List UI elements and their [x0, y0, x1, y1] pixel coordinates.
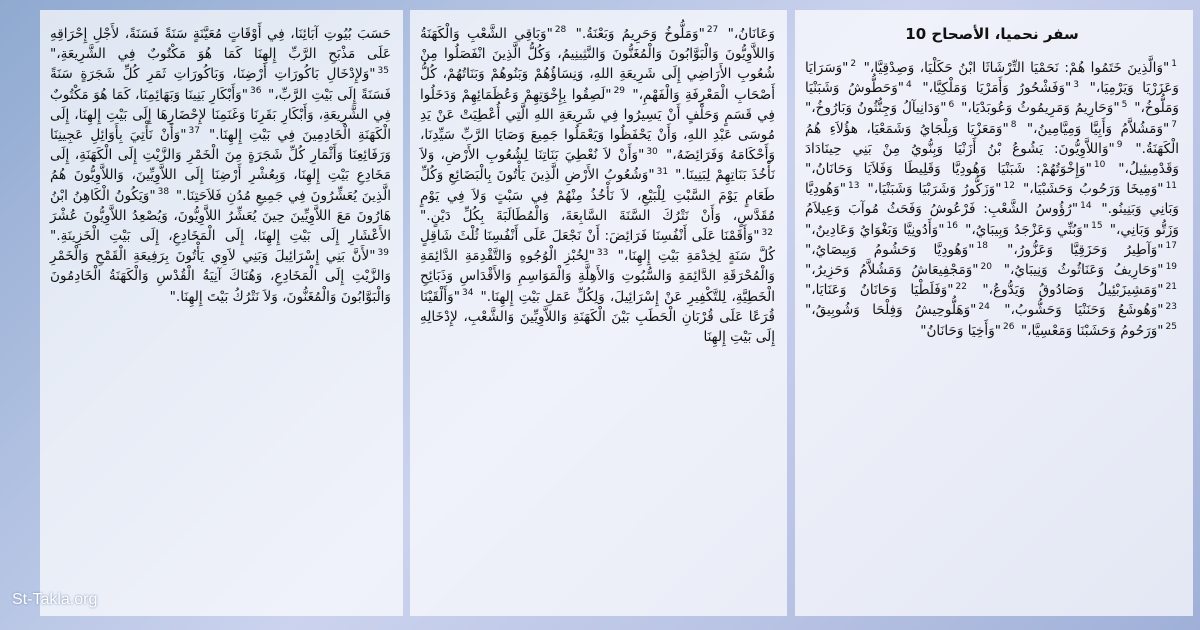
verse-text: "وَأَخِيَا وَحَانَانُ" [920, 322, 1002, 339]
verse-text: حَسَبَ بُيُوتِ آبَائِنَا، فِي أَوْقَاتٍ مُعَيَّنَةٍ سَنَةً فَسَنَةً، لأَجْلِ إِحْرَاقِهِ عَلَى مَذْبَحِ الرَّبِّ إِلهِنَا كَمَا هُوَ مَكْتُوبٌ فِي الشَّرِيعَةِ،" [50, 26, 391, 63]
verse-number: 13 [848, 180, 860, 191]
verse-number: 32 [761, 227, 773, 238]
verse-number: 34 [461, 288, 474, 299]
verse-text: "وَأَقَمْنَا عَلَى أَنْفُسِنَا فَرَائِضَ: أَنْ نَجْعَلَ عَلَى أَنْفُسِنَا ثُلْثَ شَاقِلٍ كُلَّ سَنَةٍ لِخِدْمَةِ بَيْتِ إِلهِنَا،" [420, 228, 775, 265]
verse-text: "وَمَشُلاَّمُ وَأَبِيَّا وَمِيَّامِينُ،" [1026, 120, 1170, 137]
verse-text: "لأَنَّ بَنِي إِسْرَائِيلَ وَبَنِي لاَوِي يَأْتُونَ بِرَفِيعَةِ الْقَمْحِ وَالْخَمْرِ وَالزَّيْتِ إِلَى الْمَخَادِعِ، وَهُنَاكَ آنِيَةُ الْقُدْسِ وَالْكَهَنَةُ الْخَادِمُونَ وَالْبَوَّابُونَ وَالْمُغَنُّونَ، وَلاَ نَتْرُكُ بَيْتَ إِلهِنَا." [50, 248, 391, 305]
verse-number: 27 [706, 25, 719, 36]
verse-text: "وَمَجْفِيعَاشُ وَمَشُلاَّمُ وَحَزِيرُ،" [805, 262, 979, 279]
verse-number: 25 [1165, 322, 1177, 333]
verse-text: "وَأَنْ نَأْتِيَ بِأَوَائِلِ عَجِينِنَا وَرَفَائِعِنَا وَأَثْمَارِ كُلِّ شَجَرَةٍ مِنَ الْخَمْرِ وَالزَّيْتِ إِلَى الْكَهَنَةِ، إِلَى مَخَادِعِ بَيْتِ إِلهِنَا، وَبِعُشْرِ أَرْضِنَا إِلَى اللاَّوِيِّينَ، وَاللاَّوِيُّونَ هُمُ الَّذِينَ يُعَشِّرُونَ فِي جَمِيعِ مُدُنِ فَلاَحَتِنَا." [50, 127, 391, 204]
verse-text: "وَرَحُومُ وَحَشَبْنَا وَمَعْسِيَّا،" [1020, 322, 1164, 339]
verse-number: 1 [1171, 59, 1177, 70]
verse-text: "وَحَارِيمُ وَمَرِيمُوثُ وَعُوبَدْيَا،" [961, 100, 1120, 117]
verse-text: "وَهَلُّوحِيشُ وَفِلْحَا وَشُوبِيقُ،" [805, 302, 977, 319]
verse-text: "وَإِخْوَتُهُمْ: شَبَنْيَا وَهُودِيَّا وَقَلِيطَا وَفَلاَيَا وَحَانَانُ،" [805, 161, 1092, 178]
verse-text: "وَشُعُوبُ الأَرْضِ الَّذِينَ يَأْتُونَ بِالْبَضَائِعِ وَكُلِّ طَعَامٍ يَوْمَ السَّبْتِ لِلْبَيْعِ، لاَ نَأْخُذُ مِنْهُمْ فِي سَبْتٍ وَلاَ فِي يَوْمٍ مُقَدَّسٍ، وَأَنْ نَتْرُكَ السَّنَةَ السَّابِعَةَ، وَالْمُطَالَبَةَ بِكُلِّ دَيْنٍ." [420, 167, 775, 224]
verse-number: 11 [1165, 180, 1178, 191]
column-left [40, 10, 403, 616]
verse-text: "وَبُنِّي وَعَزْجَدُ وَبِيبَايُ،" [965, 221, 1090, 238]
verse-number: 12 [1003, 180, 1015, 191]
verse-number: 6 [948, 99, 955, 110]
site-watermark: St-Takla.org [12, 591, 98, 608]
verse-text: "وَاللاَّوِيُّونَ: يَشُوعُ بْنُ أَزَنْيَا وَبِنُّويُ مِنْ بَنِي حِينَادَادَ وَقَدْمِيئِيلُ،" [805, 140, 1180, 178]
verse-text: "وَبَاقِي الشَّعْبِ وَالْكَهَنَةُ وَاللاَّوِيُّونَ وَالْبَوَّابُونَ وَالْمُغَنُّونَ وَالنَّثِينِيمُ، وَكُلُّ الَّذِينَ انْفَصَلُوا مِنْ شُعُوبِ الأَرَاضِي إِلَى شَرِيعَةِ اللهِ، وَنِسَاؤُهُمْ وَبَنُوهُمْ وَبَنَاتُهُمْ، كُلُّ أَصْحَابِ الْمَعْرِفَةِ وَالْفَهْمِ،" [420, 26, 775, 103]
column-right [795, 10, 1193, 616]
verse-number: 20 [980, 261, 992, 272]
verse-list [50, 24, 391, 307]
verse-number: 31 [656, 166, 669, 177]
verse-number: 16 [946, 221, 958, 232]
verse-number: 8 [1010, 120, 1017, 131]
verse-text: "رُؤُوسُ الشَّعْبِ: فَرْعُوشُ وَفَحَثُ مُوآبَ وَعِيلاَمُ وَزَتُّو وَبَانِي،" [805, 201, 1179, 238]
verse-text: "وَمَشِيزَبْئِيلُ وَصَادُوقُ وَيَدُّوعُ،" [982, 282, 1164, 299]
chapter-title: سفر نحميا، الأصحاح 10 [905, 25, 1079, 43]
verse-text: "وَسَرَايَا وَعَزَرْيَا وَيَرْمِيَا،" [805, 60, 1179, 97]
verse-text: "وَحَارِيفُ وَعَنَاثُوثُ وَنِيبَايُ،" [1003, 262, 1164, 279]
verse-text: "وَلإِدْخَالِ بَاكُورَاتِ أَرْضِنَا، وَبَاكُورَاتِ ثَمَرِ كُلِّ شَجَرَةٍ سَنَةً فَسَنَةً إِلَى بَيْتِ الرَّبِّ،" [50, 66, 391, 103]
verse-text: "وَهُودِيَّا وَبَانِي وَبَنِينُو." [805, 181, 1179, 218]
verse-text: "وَمِيخَا وَرَحُوبُ وَحَشَبْيَا،" [1022, 181, 1164, 198]
verse-text: وَعَانَانُ،" [727, 26, 775, 42]
verse-text: "لِخُبْزِ الْوُجُوهِ وَالتَّقْدِمَةِ الدَّائِمَةِ وَالْمُحْرَقَةِ الدَّائِمَةِ وَالسُّبُوتِ وَالأَهِلَّةِ وَالْمَوَاسِمِ وَالأَقْدَاسِ وَذَبَائِحِ الْخَطِيَّةِ، لِلتَّكْفِيرِ عَنْ إِسْرَائِيلَ، وَلِكُلِّ عَمَلِ بَيْتِ إِلهِنَا." [420, 248, 775, 305]
column-middle [410, 10, 787, 616]
verse-number: 19 [1165, 261, 1178, 272]
verse-number: 37 [188, 126, 200, 137]
verse-text: "وَفَلَطْيَا وَحَانَانُ وَعَنَايَا،" [805, 282, 954, 299]
verse-number: 21 [1165, 281, 1178, 292]
verse-number: 28 [554, 25, 567, 36]
verse-number: 9 [1116, 140, 1123, 151]
verse-text: "وَهُوشَعُ وَحَنَنْيَا وَحَشُّوبُ،" [1004, 302, 1164, 319]
verse-number: 22 [955, 281, 967, 292]
verse-list [805, 58, 1179, 341]
verse-number: 39 [377, 247, 389, 258]
verse-text: "وَأَلْقَيْنَا قُرَعًا عَلَى قُرْبَانِ الْحَطَبِ بَيْنَ الْكَهَنَةِ وَاللاَّوِيِّينَ وَالشَّعْبِ، لإِدْخَالِهِ إِلَى بَيْتِ إِلهِنَا [420, 288, 775, 346]
verse-text: "وَمَعَزْيَا وَبِلْجَايُ وَشَمَعْيَا، هؤُلاَءِ هُمُ الْكَهَنَةُ." [805, 120, 1179, 157]
verse-text: "وَآطِيرُ وَحَزَقِيَّا وَعَزُّورُ،" [1007, 241, 1164, 258]
verse-number: 33 [596, 247, 609, 258]
verse-number: 7 [1171, 120, 1178, 131]
verse-number: 23 [1165, 301, 1177, 312]
verse-text: "لَصِقُوا بِإِخْوَتِهِمْ وَعُظَمَائِهِمْ وَدَخَلُوا فِي قَسَمٍ وَحَلْفٍ أَنْ يَسِيرُوا فِي شَرِيعَةِ اللهِ الَّتِي أُعْطِيَتْ عَنْ يَدِ مُوسَى عَبْدِ اللهِ، وَأَنْ يَحْفَظُوا وَيَعْمَلُوا جَمِيعَ وَصَايَا الرَّبِّ سَيِّدِنَا، وَأَحْكَامَهُ وَفَرَائِضَهُ،" [420, 86, 776, 164]
verse-number: 10 [1093, 160, 1106, 171]
verse-list [420, 24, 775, 347]
verse-number: 36 [249, 86, 262, 97]
verse-text: "وَدَانِيآلُ وَجِنُّثُونُ وَبَارُوخُ،" [805, 100, 947, 117]
verse-number: 38 [157, 187, 170, 198]
verse-number: 18 [976, 241, 988, 252]
verse-number: 30 [646, 146, 658, 157]
verse-text: "وَأَنْ لاَ نُعْطِيَ بَنَاتِنَا لِشُعُوبِ الأَرْضِ، وَلاَ نَأْخُذَ بَنَاتِهِمْ لِبَنِينَا." [420, 147, 775, 184]
verse-text: "وَهُودِيَّا وَحَشُومُ وَبِيصَايُ،" [805, 241, 975, 258]
verse-text: "وَأَدُونِيَّا وَبَغْوَايُ وَعَادِينُ،" [805, 221, 945, 238]
verse-text: "وَالَّذِينَ خَتَمُوا هُمْ: نَحَمْيَا التِّرْشَاثَا ابْنُ حَكَلْيَا، وَصِدْقِيَّا،" [863, 60, 1170, 76]
verse-number: 14 [1080, 200, 1092, 211]
verse-number: 29 [613, 86, 626, 97]
verse-number: 17 [1165, 241, 1177, 252]
verse-number: 15 [1091, 221, 1103, 232]
verse-text: "وَيَكُونُ الْكَاهِنُ ابْنُ هَارُونَ مَعَ اللاَّوِيِّينَ حِينَ يُعَشِّرُ اللاَّوِيُّونَ، وَيُصْعِدُ اللاَّوِيُّونَ عُشْرَ الأَعْشَارِ إِلَى بَيْتِ إِلهِنَا، إِلَى الْمَخَادِعِ، إِلَى بَيْتِ الْخَزِينَةِ." [50, 187, 391, 245]
verse-number: 24 [978, 301, 990, 312]
verse-number: 3 [1073, 79, 1080, 90]
verse-text: "وَزَكُّورُ وَشَرَبْيَا وَشَبَنْيَا،" [867, 181, 1002, 198]
verse-text: "وَمَلُّوخُ وَحَرِيمُ وَبَعْنَةُ." [575, 26, 705, 42]
verse-number: 4 [906, 79, 912, 90]
verse-text: "وَأَبْكَارِ بَنِينَا وَبَهَائِمِنَا، كَمَا هُوَ مَكْتُوبٌ فِي الشَّرِيعَةِ، وَأَبْكَارِ بَقَرِنَا وَغَنَمِنَا لإِحْضَارِهَا إِلَى بَيْتِ إِلهِنَا، إِلَى الْكَهَنَةِ الْخَادِمِينَ فِي بَيْتِ إِلهِنَا." [50, 86, 391, 144]
verse-text: "وَحَطُّوشُ وَشَبَنْيَا وَمَلُّوخُ،" [805, 80, 1179, 117]
verse-number: 5 [1121, 99, 1128, 110]
verse-number: 26 [1003, 322, 1015, 333]
verse-text: "وَفَشْحُورُ وَأَمَرْيَا وَمَلْكِيَّا،" [922, 80, 1072, 97]
verse-number: 35 [377, 65, 389, 76]
verse-number: 2 [850, 59, 857, 70]
